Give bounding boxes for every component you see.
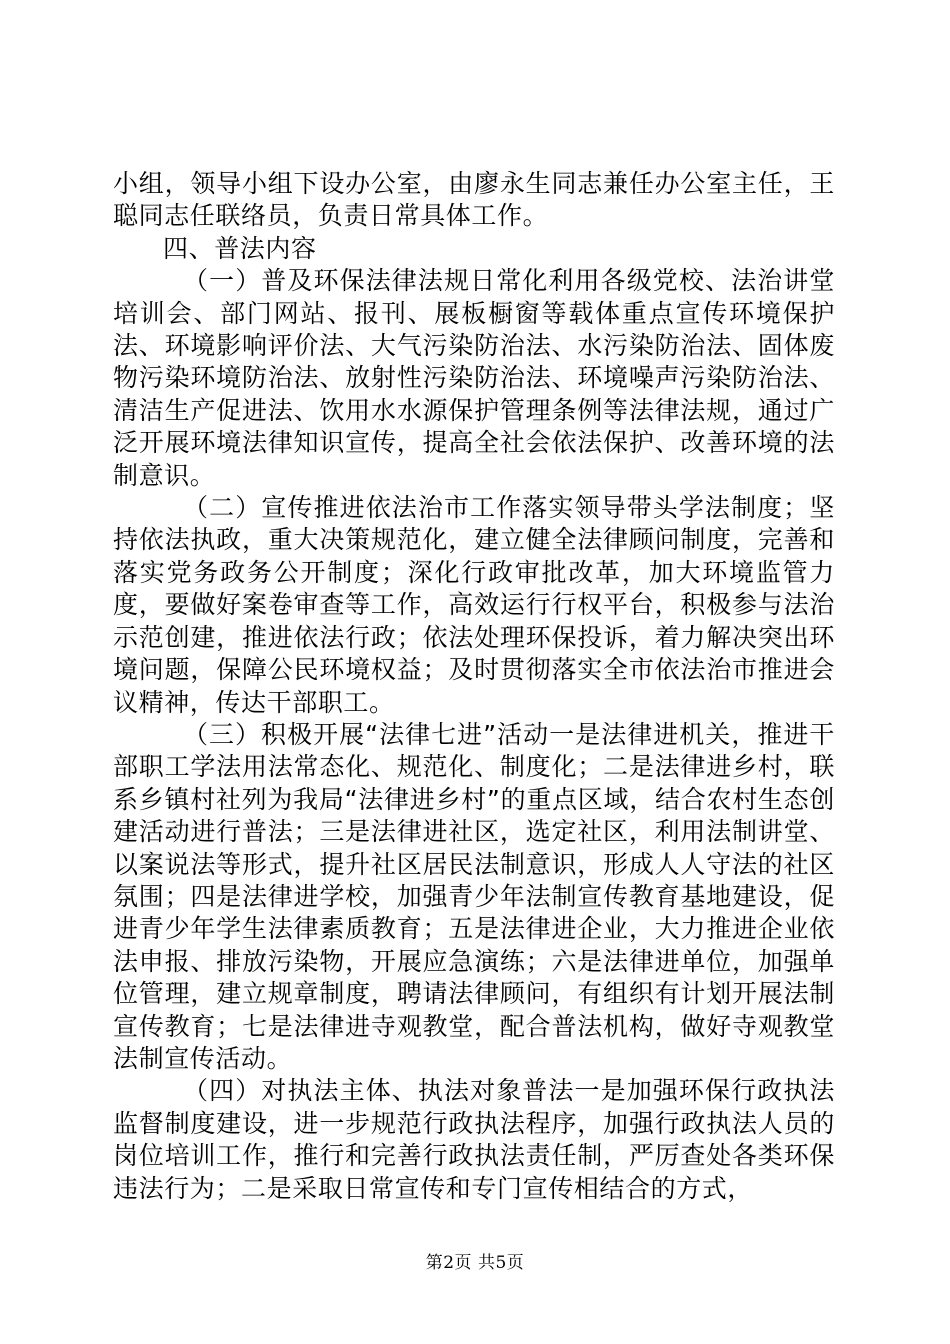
paragraph-item-1: （一）普及环保法律法规日常化利用各级党校、法治讲堂培训会、部门网站、报刊、展板橱窗等载体重点宣传环境保护法、环境影响评价法、大气污染防治法、水污染防治法、固体废物污染环境防治法、放射性污染防治法、环境噪声污染防治法、清洁生产促进法、饮用水水源保护管理条例等法律法规，通过广泛开展环境法律知识宣传，提高全社会依法保护、改善环境的法制意识。 xyxy=(113,266,835,490)
paragraph-item-3: （三）积极开展“法律七进”活动一是法律进机关，推进干部职工学法用法常态化、规范化、制度化；二是法律进乡村，联系乡镇村社列为我局“法律进乡村”的重点区域，结合农村生态创建活动进行普法；三是法律进社区，选定社区，利用法制讲堂、以案说法等形式，提升社区居民法制意识，形成人人守法的社区氛围；四是法律进学校，加强青少年法制宣传教育基地建设，促进青少年学生法律素质教育；五是法律进企业，大力推进企业依法申报、排放污染物，开展应急演练；六是法律进单位，加强单位管理，建立规章制度，聘请法律顾问，有组织有计划开展法制宣传教育；七是法律进寺观教堂，配合普法机构，做好寺观教堂法制宣传活动。 xyxy=(113,719,835,1073)
paragraph-continuation: 小组，领导小组下设办公室，由廖永生同志兼任办公室主任，王聪同志任联络员，负责日常具体工作。 xyxy=(113,169,835,231)
document-body xyxy=(113,168,835,1205)
paragraph-item-2: （二）宣传推进依法治市工作落实领导带头学法制度；坚持依法执政，重大决策规范化，建立健全法律顾问制度，完善和落实党务政务公开制度；深化行政审批改革，加大环境监管力度，要做好案卷审查等工作，高效运行行权平台，积极参与法治示范创建，推进依法行政；依法处理环保投诉，着力解决突出环境问题，保障公民环境权益；及时贯彻落实全市依法治市推进会议精神，传达干部职工。 xyxy=(113,493,835,717)
paragraph-item-4: （四）对执法主体、执法对象普法一是加强环保行政执法监督制度建设，进一步规范行政执法程序，加强行政执法人员的岗位培训工作，推行和完善行政执法责任制，严厉查处各类环保违法行为；二是采取日常宣传和专门宣传相结合的方式， xyxy=(113,1076,835,1203)
page-number-footer: 第2页 共5页 xyxy=(425,1253,525,1273)
section-heading: 四、普法内容 xyxy=(163,233,317,263)
